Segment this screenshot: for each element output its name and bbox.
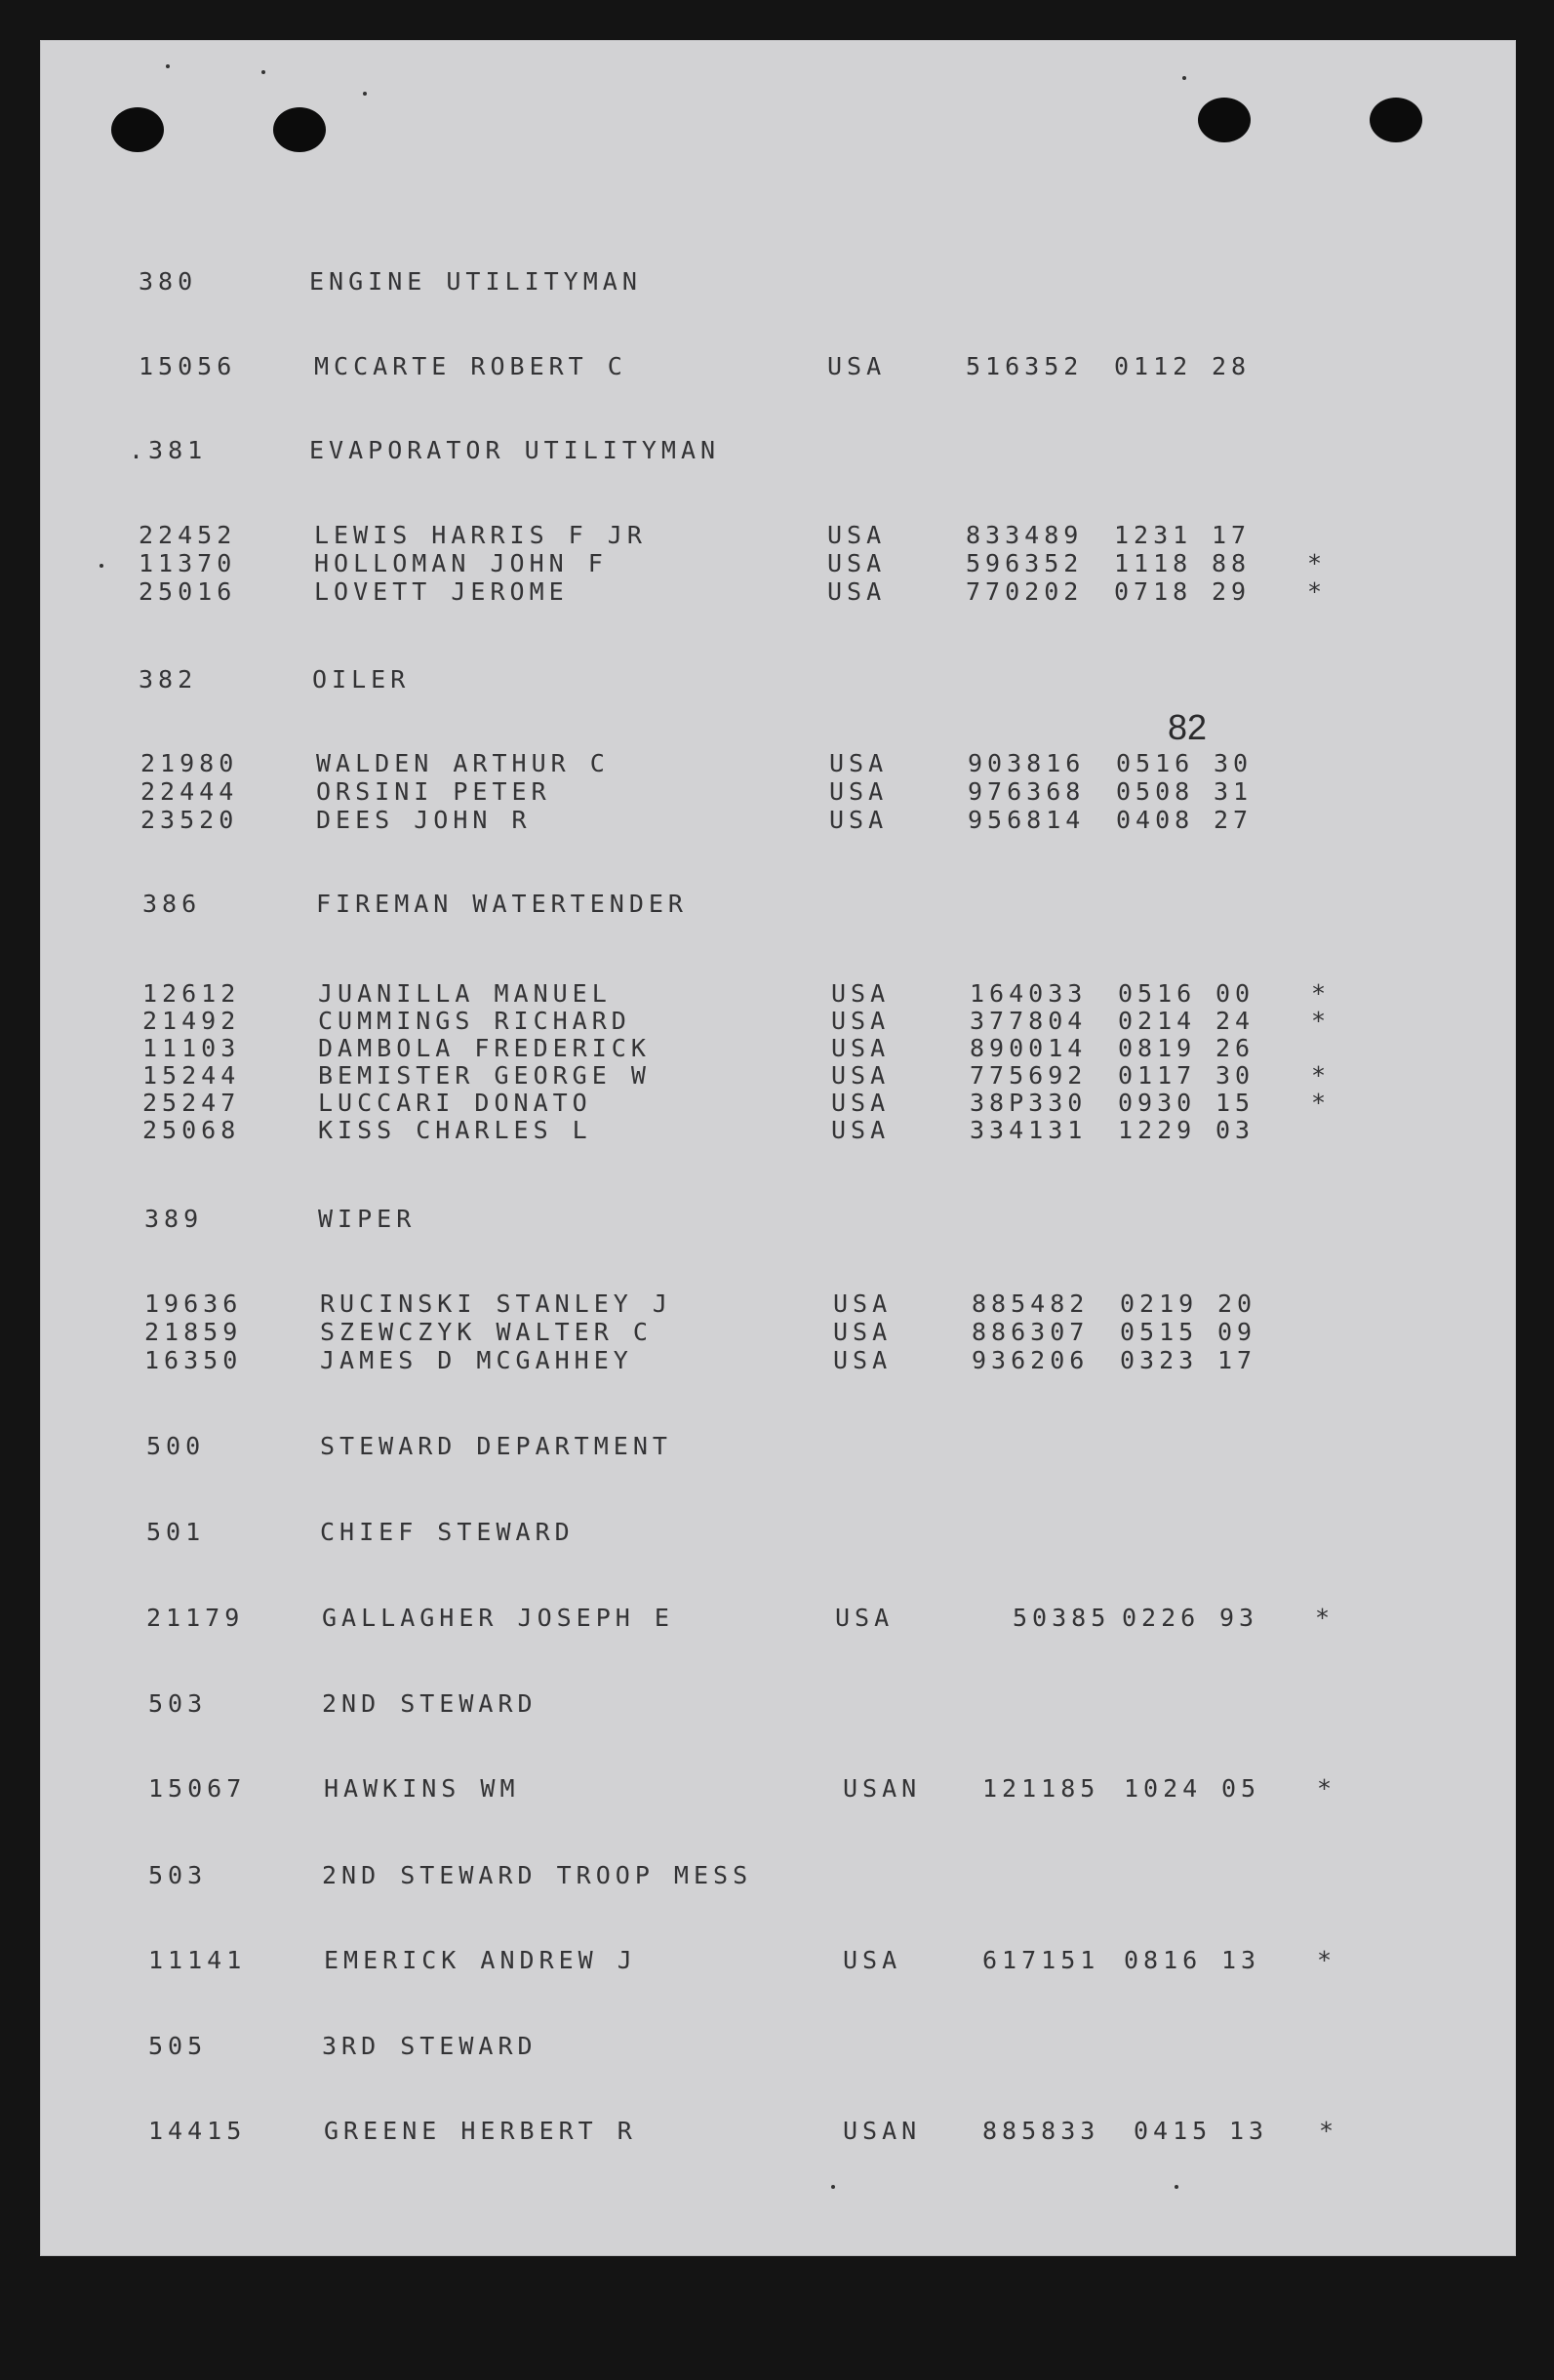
record-code: 22444 [140, 777, 239, 806]
record-nationality: USA [833, 1346, 893, 1374]
record-name: RUCINSKI STANLEY J [320, 1289, 672, 1318]
record-row [148, 2117, 1339, 2146]
record-code: 25247 [142, 1089, 241, 1117]
record-id: 377804 [970, 1007, 1088, 1035]
record-name: ORSINI PETER [316, 777, 551, 806]
record-number: 88 [1212, 549, 1252, 577]
section-code: .381 [129, 436, 208, 464]
record-name: WALDEN ARTHUR C [316, 749, 610, 777]
dust-speck [1175, 2185, 1178, 2189]
section-heading [146, 1518, 575, 1547]
record-id: 903816 [968, 749, 1086, 777]
dust-speck [363, 92, 367, 96]
record-flag: * [1311, 1089, 1332, 1117]
punch-hole [1370, 98, 1422, 142]
record-row [142, 1034, 1255, 1063]
punch-hole [273, 107, 326, 152]
record-number: 27 [1214, 806, 1254, 834]
record-name: KISS CHARLES L [318, 1116, 592, 1144]
record-row [144, 1318, 1257, 1347]
record-date: 0508 [1116, 777, 1195, 806]
section-heading [148, 1861, 753, 1890]
record-name: DAMBOLA FREDERICK [318, 1034, 651, 1062]
record-code: 21492 [142, 1007, 241, 1035]
record-date: 0516 [1118, 979, 1197, 1008]
record-nationality: USA [827, 521, 887, 549]
record-row [140, 777, 1254, 807]
section-code: 500 [146, 1432, 206, 1460]
record-nationality: USA [831, 1061, 891, 1090]
dust-speck [831, 2185, 835, 2189]
record-name: LOVETT JEROME [314, 577, 569, 606]
record-row [140, 806, 1254, 835]
record-date: 0515 [1120, 1318, 1199, 1346]
record-number: 30 [1215, 1061, 1255, 1090]
record-code: 21980 [140, 749, 239, 777]
record-name: HAWKINS WM [324, 1774, 520, 1803]
record-name: JUANILLA MANUEL [318, 979, 612, 1008]
record-id: 936206 [972, 1346, 1090, 1374]
record-nationality: USA [831, 1116, 891, 1144]
section-heading [148, 1689, 538, 1719]
record-number: 28 [1212, 352, 1252, 380]
record-date: 0214 [1118, 1007, 1197, 1035]
record-row [142, 1061, 1332, 1091]
record-number: 31 [1214, 777, 1254, 806]
dust-speck [166, 64, 170, 68]
record-code: 16350 [144, 1346, 243, 1374]
record-number: 93 [1219, 1604, 1259, 1632]
record-nationality: USA [833, 1318, 893, 1346]
record-flag: * [1311, 1007, 1332, 1035]
record-row [139, 521, 1252, 550]
record-row [140, 749, 1254, 778]
record-name: SZEWCZYK WALTER C [320, 1318, 653, 1346]
record-code: 11103 [142, 1034, 241, 1062]
record-date: 1118 [1114, 549, 1193, 577]
record-nationality: USA [843, 1946, 902, 1974]
section-title: CHIEF STEWARD [320, 1518, 575, 1546]
record-number: 05 [1221, 1774, 1261, 1803]
section-title: 2ND STEWARD [322, 1689, 538, 1718]
record-row [142, 1116, 1255, 1145]
record-flag: * [1311, 1061, 1332, 1090]
record-id: 770202 [966, 577, 1084, 606]
record-name: GREENE HERBERT R [324, 2117, 637, 2145]
record-date: 1231 [1114, 521, 1193, 549]
record-date: 0408 [1116, 806, 1195, 834]
record-code: 23520 [140, 806, 239, 834]
record-nationality: USAN [843, 1774, 922, 1803]
record-code: 15067 [148, 1774, 247, 1803]
record-number: 03 [1215, 1116, 1255, 1144]
record-id: 886307 [972, 1318, 1090, 1346]
section-title: ENGINE UTILITYMAN [309, 267, 642, 296]
page-number: 82 [1168, 707, 1208, 747]
section-heading [142, 890, 688, 919]
document-page [40, 40, 1516, 2256]
record-nationality: USA [829, 777, 889, 806]
record-id: 50385 [1013, 1604, 1111, 1632]
record-nationality: USAN [843, 2117, 922, 2145]
record-row [139, 577, 1328, 607]
section-heading [129, 436, 721, 465]
section-title: 2ND STEWARD TROOP MESS [322, 1861, 753, 1889]
section-code: 389 [144, 1205, 204, 1233]
record-date: 0819 [1118, 1034, 1197, 1062]
record-number: 09 [1217, 1318, 1257, 1346]
record-id: 596352 [966, 549, 1084, 577]
record-code: 21859 [144, 1318, 243, 1346]
section-heading [139, 267, 642, 297]
record-id: 885833 [982, 2117, 1100, 2145]
dust-speck [100, 564, 103, 568]
record-nationality: USA [831, 1089, 891, 1117]
punch-hole [111, 107, 164, 152]
record-id: 516352 [966, 352, 1084, 380]
record-name: DEES JOHN R [316, 806, 532, 834]
section-title: 3RD STEWARD [322, 2032, 538, 2060]
record-id: 833489 [966, 521, 1084, 549]
record-name: CUMMINGS RICHARD [318, 1007, 631, 1035]
record-number: 20 [1217, 1289, 1257, 1318]
record-code: 25016 [139, 577, 237, 606]
record-date: 0718 [1114, 577, 1193, 606]
record-name: GALLAGHER JOSEPH E [322, 1604, 674, 1632]
record-number: 26 [1215, 1034, 1255, 1062]
record-name: LEWIS HARRIS F JR [314, 521, 647, 549]
record-name: MCCARTE ROBERT C [314, 352, 627, 380]
record-number: 17 [1212, 521, 1252, 549]
record-number: 17 [1217, 1346, 1257, 1374]
record-code: 21179 [146, 1604, 245, 1632]
record-code: 12612 [142, 979, 241, 1008]
record-flag: * [1307, 549, 1328, 577]
record-name: HOLLOMAN JOHN F [314, 549, 608, 577]
section-heading [146, 1432, 672, 1461]
record-row [148, 1946, 1337, 1975]
record-id: 885482 [972, 1289, 1090, 1318]
record-row [146, 1604, 1335, 1633]
record-id: 956814 [968, 806, 1086, 834]
record-id: 38P330 [970, 1089, 1088, 1117]
section-title: STEWARD DEPARTMENT [320, 1432, 672, 1460]
section-title: WIPER [318, 1205, 417, 1233]
section-code: 380 [139, 267, 198, 296]
record-nationality: USA [827, 352, 887, 380]
record-nationality: USA [829, 806, 889, 834]
record-id: 164033 [970, 979, 1088, 1008]
record-nationality: USA [835, 1604, 895, 1632]
record-code: 25068 [142, 1116, 241, 1144]
section-title: OILER [312, 665, 411, 694]
section-heading [139, 665, 411, 694]
record-nationality: USA [827, 549, 887, 577]
section-code: 505 [148, 2032, 208, 2060]
record-nationality: USA [827, 577, 887, 606]
record-code: 15244 [142, 1061, 241, 1090]
record-date: 0112 [1114, 352, 1193, 380]
dust-speck [261, 70, 265, 74]
record-id: 617151 [982, 1946, 1100, 1974]
record-row [142, 1089, 1332, 1118]
record-row [139, 352, 1252, 381]
record-flag: * [1319, 2117, 1339, 2145]
record-row [144, 1346, 1257, 1375]
section-code: 501 [146, 1518, 206, 1546]
record-flag: * [1317, 1774, 1337, 1803]
record-date: 0516 [1116, 749, 1195, 777]
record-number: 24 [1215, 1007, 1255, 1035]
section-heading [148, 2032, 538, 2061]
record-nationality: USA [833, 1289, 893, 1318]
record-id: 775692 [970, 1061, 1088, 1090]
record-number: 00 [1215, 979, 1255, 1008]
section-heading [144, 1205, 417, 1234]
record-nationality: USA [831, 1034, 891, 1062]
record-row [142, 1007, 1332, 1036]
record-nationality: USA [831, 1007, 891, 1035]
record-id: 976368 [968, 777, 1086, 806]
record-flag: * [1315, 1604, 1335, 1632]
record-code: 22452 [139, 521, 237, 549]
dust-speck [1182, 76, 1186, 80]
record-date: 0117 [1118, 1061, 1197, 1090]
record-name: JAMES D MCGAHHEY [320, 1346, 633, 1374]
record-row [139, 549, 1328, 578]
record-date: 1229 [1118, 1116, 1197, 1144]
section-code: 503 [148, 1861, 208, 1889]
section-code: 503 [148, 1689, 208, 1718]
record-date: 0219 [1120, 1289, 1199, 1318]
record-name: EMERICK ANDREW J [324, 1946, 637, 1974]
punch-hole [1198, 98, 1251, 142]
section-code: 386 [142, 890, 202, 918]
record-id: 890014 [970, 1034, 1088, 1062]
record-flag: * [1311, 979, 1332, 1008]
section-title: EVAPORATOR UTILITYMAN [309, 436, 721, 464]
record-date: 0930 [1118, 1089, 1197, 1117]
record-code: 19636 [144, 1289, 243, 1318]
record-code: 15056 [139, 352, 237, 380]
record-date: 0816 [1124, 1946, 1203, 1974]
record-id: 121185 [982, 1774, 1100, 1803]
record-date: 1024 [1124, 1774, 1203, 1803]
record-name: LUCCARI DONATO [318, 1089, 592, 1117]
record-nationality: USA [831, 979, 891, 1008]
section-title: FIREMAN WATERTENDER [316, 890, 688, 918]
record-row [148, 1774, 1337, 1804]
record-flag: * [1307, 577, 1328, 606]
record-code: 11141 [148, 1946, 247, 1974]
record-date: 0415 [1134, 2117, 1213, 2145]
record-code: 11370 [139, 549, 237, 577]
record-row [144, 1289, 1257, 1319]
record-date: 0226 [1122, 1604, 1201, 1632]
section-code: 382 [139, 665, 198, 694]
record-number: 13 [1229, 2117, 1269, 2145]
record-code: 14415 [148, 2117, 247, 2145]
record-nationality: USA [829, 749, 889, 777]
record-number: 13 [1221, 1946, 1261, 1974]
record-number: 29 [1212, 577, 1252, 606]
record-flag: * [1317, 1946, 1337, 1974]
record-name: BEMISTER GEORGE W [318, 1061, 651, 1090]
record-number: 30 [1214, 749, 1254, 777]
record-id: 334131 [970, 1116, 1088, 1144]
record-date: 0323 [1120, 1346, 1199, 1374]
record-number: 15 [1215, 1089, 1255, 1117]
record-row [142, 979, 1332, 1009]
